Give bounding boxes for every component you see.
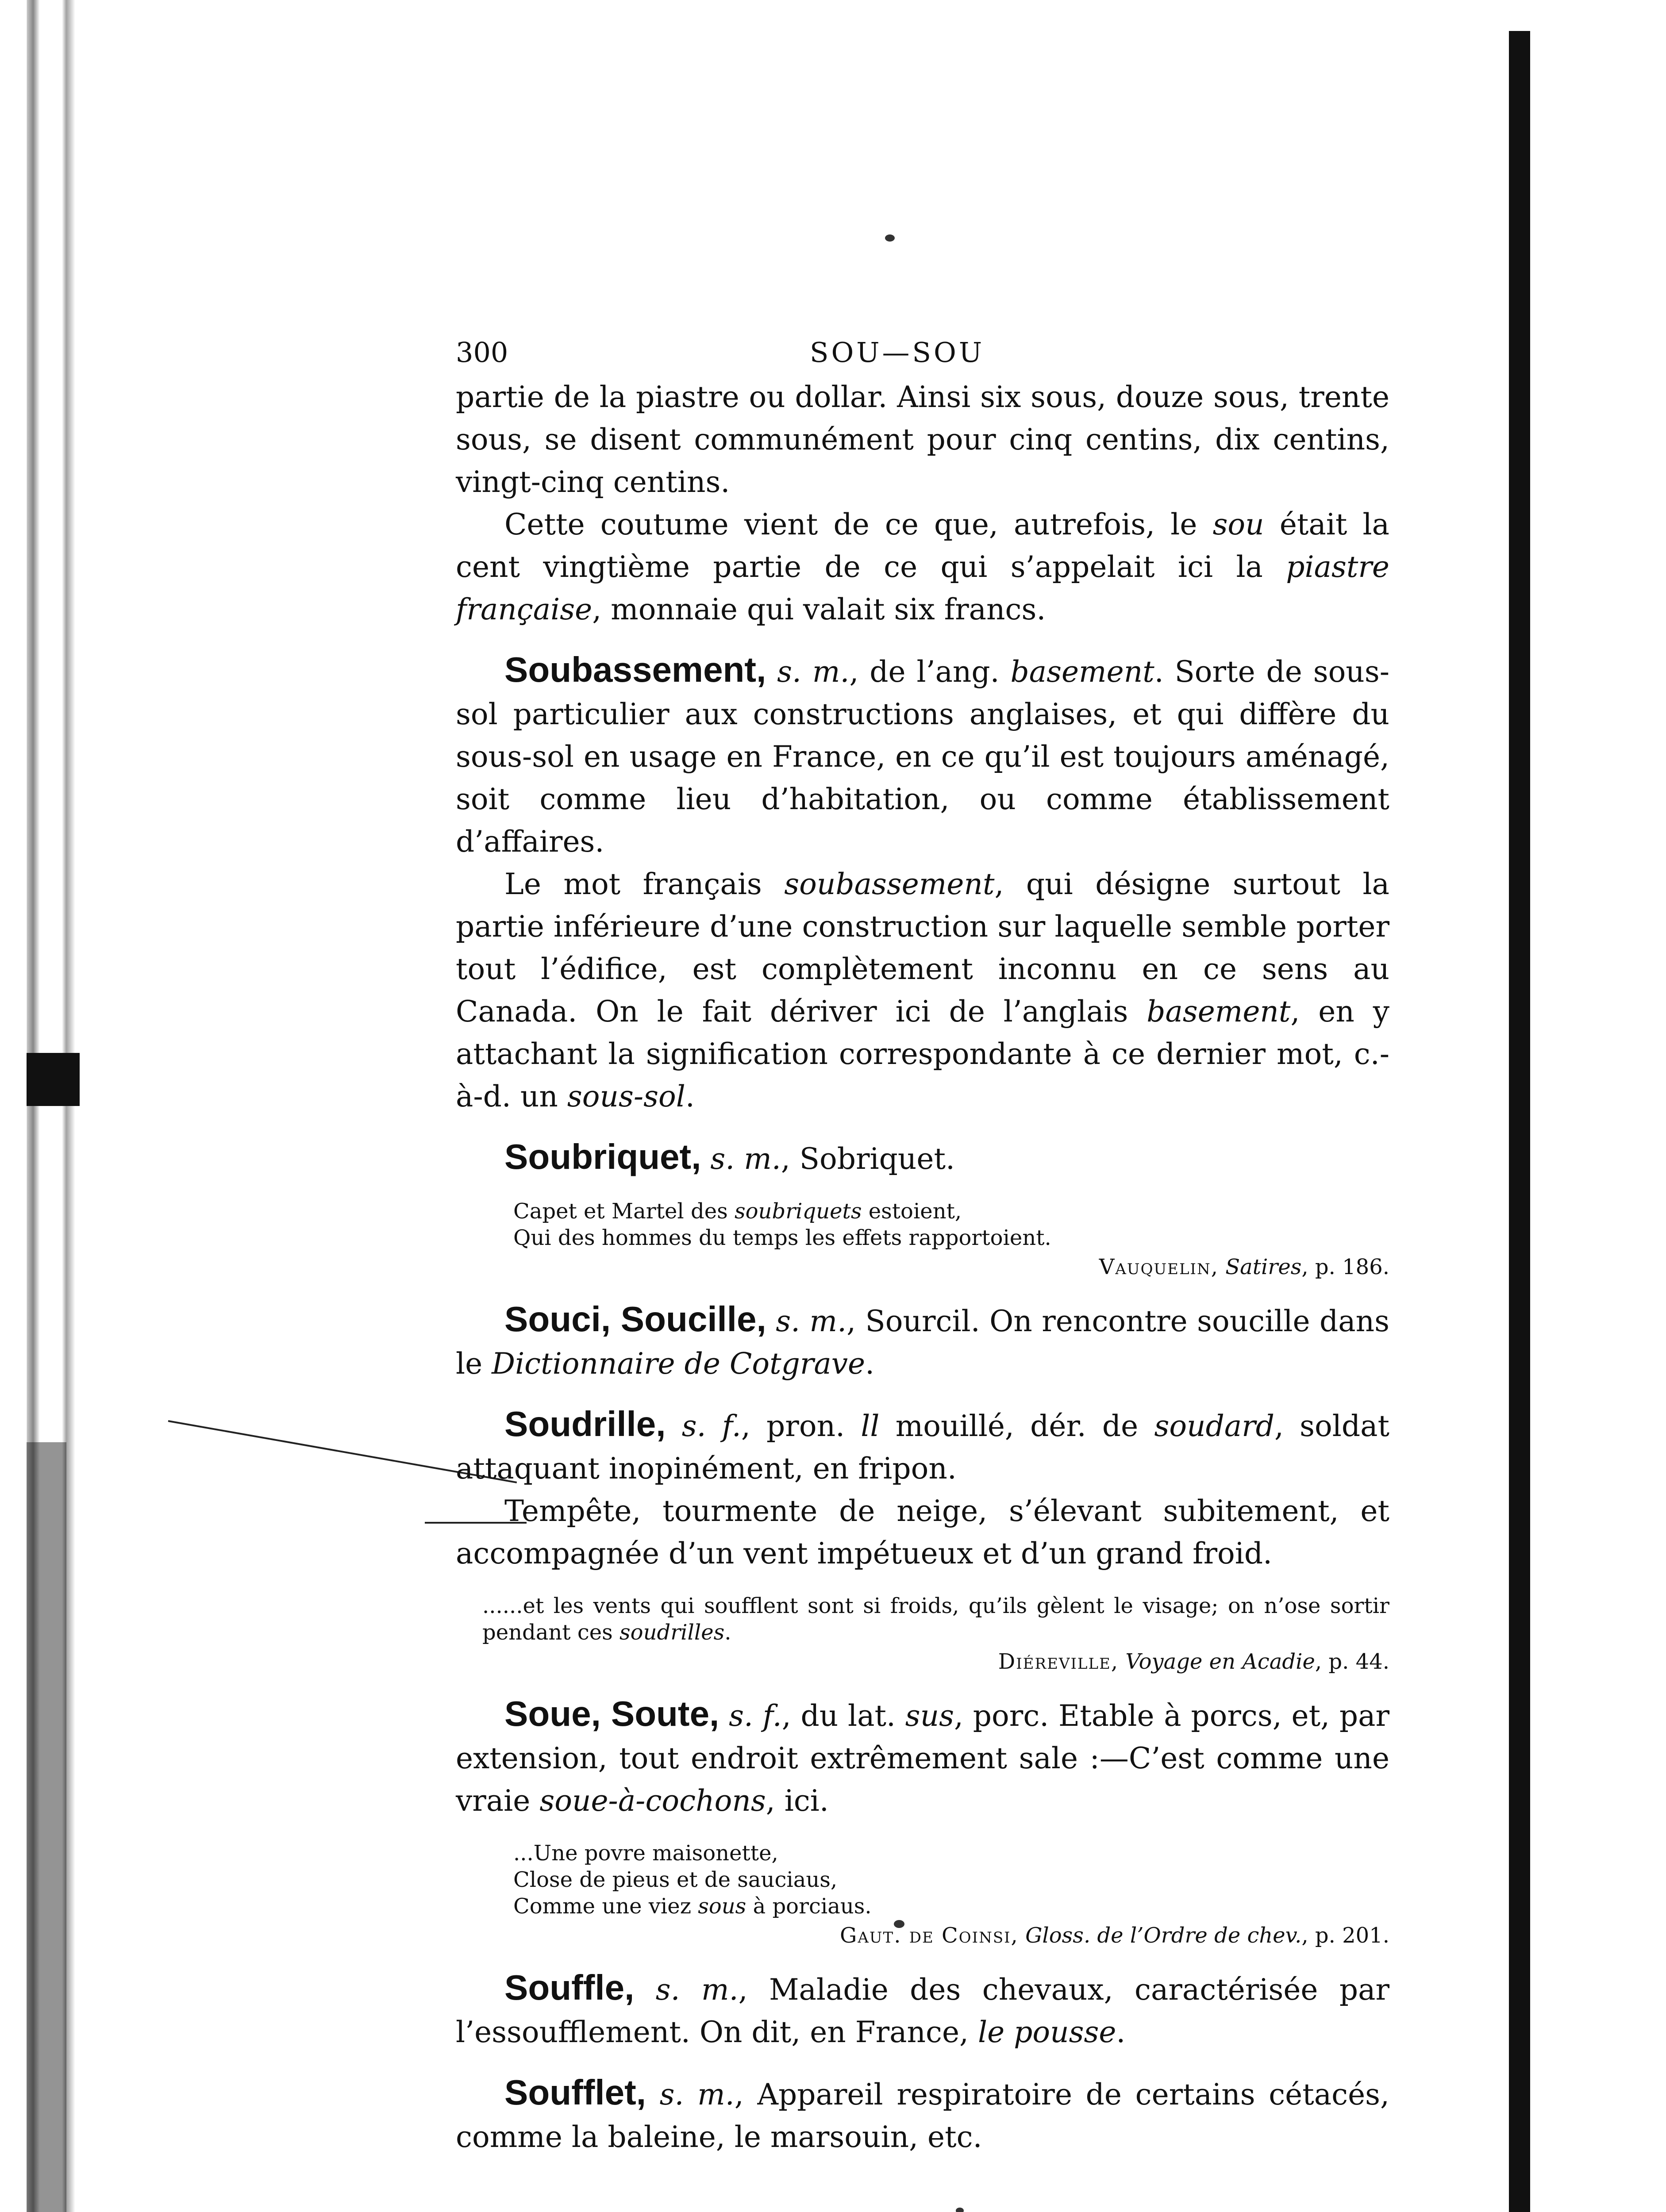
entry-soubriquet: Soubriquet, s. m., Sobriquet. Capet et Martel des soubriquets estoient, Qui des hommes du temps les effets rapportoient. Vauquelin, Satires, p. 186.: [504, 1137, 1389, 1279]
citation-source: Diéreville, Voyage en Acadie, p. 44.: [998, 1649, 1389, 1674]
running-head: SOU—SOU: [810, 336, 985, 369]
scan-dark-strip: [27, 1442, 66, 2212]
scan-binding-bar: [1509, 31, 1530, 2212]
entry-soue: Soue, Soute, s. f., du lat. sus, porc. Etable à porcs, et, par extension, tout endroit extrêmement sale :—C’est comme une vraie soue-à-cochons, ici. ...Une povre maisonette, Close de pieus et de sauciaus, Comme une viez sous à porciaus. Gaut. de Coinsi, Gloss. de l’Ordre de chev., p. 201.: [456, 1694, 1389, 1948]
page-body: [456, 376, 1389, 2158]
headword: Souffle,: [504, 1968, 635, 2007]
scan-dark-patch: [27, 1053, 80, 1106]
grammar-tag: s. f.: [729, 1699, 782, 1733]
entry-paragraph: Le mot français soubassement, qui désigne surtout la partie inférieure d’une construction sur laquelle semble porter tout l’édifice, est complètement inconnu en ce sens au Canada. On le fait dériver ici de l’anglais basement, en y attachant la signification correspondante à ce dernier mot, c.-à-d. un sous-sol.: [456, 867, 1389, 1114]
entry-paragraph: Tempête, tourmente de neige, s’élevant subitement, et accompagnée d’un vent impétueux et d’un grand froid.: [456, 1494, 1389, 1571]
headword: Soubriquet,: [504, 1137, 701, 1176]
page-number: 300: [456, 336, 508, 369]
citation-source: Vauquelin, Satires, p. 186.: [1099, 1255, 1389, 1279]
entry-soubassement: Soubassement, s. m., de l’ang. basement. Sorte de sous-sol particulier aux constructions anglaises, et qui diffère du sous-sol en usage en France, en ce qu’il est toujours aménagé, soit comme lieu d’habitation, ou comme établissement d’affaires. Le mot français soubassement, qui désigne surtout la partie inférieure d’une construction sur laquelle semble porter tout l’édifice, est complètement inconnu en ce sens au Canada. On le fait dériver ici de l’anglais basement, en y attachant la signification correspondante à ce dernier mot, c.-à-d. un sous-sol.: [456, 649, 1389, 1118]
citation-source: Gaut. de Coinsi, Gloss. de l’Ordre de chev., p. 201.: [839, 1923, 1389, 1948]
book-page: [456, 327, 1389, 2158]
headword: Soubassement,: [504, 650, 766, 689]
grammar-tag: s. f.: [681, 1409, 741, 1443]
headword: Souci, Soucille,: [504, 1299, 766, 1339]
entry-soudrille: Soudrille, s. f., pron. ll mouillé, dér. de soudard, soldat attaquant inopinément, en fripon. Tempête, tourmente de neige, s’élevant subitement, et accompagnée d’un vent impétueux et d’un grand froid. ......et les vents qui soufflent sont si froids, qu’ils gèlent le visage; on n’ose sortir pendant ces soudrilles. Diéreville, Voyage en Acadie, p. 44.: [456, 1404, 1389, 1674]
intro-paragraph: partie de la piastre ou dollar. Ainsi six sous, douze sous, trente sous, se disent communément pour cinq centins, dix centins, vingt-cinq centins.: [456, 380, 1389, 499]
grammar-tag: s. m.: [655, 1973, 739, 2007]
entry-souci: Souci, Soucille, s. m., Sourcil. On rencontre soucille dans le Dictionnaire de Cotgrave.: [456, 1299, 1390, 1381]
intro-paragraph-2: Cette coutume vient de ce que, autrefois, le sou était la cent vingtième partie de ce qui s’appelait ici la piastre française, monnaie qui valait six francs.: [456, 507, 1389, 626]
headword: Soue, Soute,: [504, 1694, 719, 1733]
citation: ...Une povre maisonette, Close de pieus et de sauciaus, Comme une viez sous à porciaus. Gaut. de Coinsi, Gloss. de l’Ordre de chev., p. 201.: [513, 1841, 1389, 1948]
entry-soufflet: Soufflet, s. m., Appareil respiratoire de certains cétacés, comme la baleine, le marsouin, etc.: [456, 2073, 1389, 2154]
grammar-tag: s. m.: [659, 2078, 735, 2112]
citation: Capet et Martel des soubriquets estoient, Qui des hommes du temps les effets rapportoient. Vauquelin, Satires, p. 186.: [513, 1199, 1389, 1279]
scan-speck: [956, 2208, 964, 2212]
headword: Soufflet,: [504, 2073, 646, 2112]
grammar-tag: s. m.: [710, 1142, 781, 1176]
citation: ......et les vents qui soufflent sont si froids, qu’ils gèlent le visage; on n’ose sortir pendant ces soudrilles. Diéreville, Voyage en Acadie, p. 44.: [482, 1594, 1389, 1674]
grammar-tag: s. m.: [777, 655, 850, 689]
grammar-tag: s. m.: [776, 1304, 847, 1338]
page-header: [456, 327, 1389, 376]
scan-speck: [885, 234, 895, 242]
entry-souffle: Souffle, s. m., Maladie des chevaux, caractérisée par l’essoufflement. On dit, en France, le pousse.: [456, 1968, 1389, 2049]
headword: Soudrille,: [504, 1404, 666, 1444]
